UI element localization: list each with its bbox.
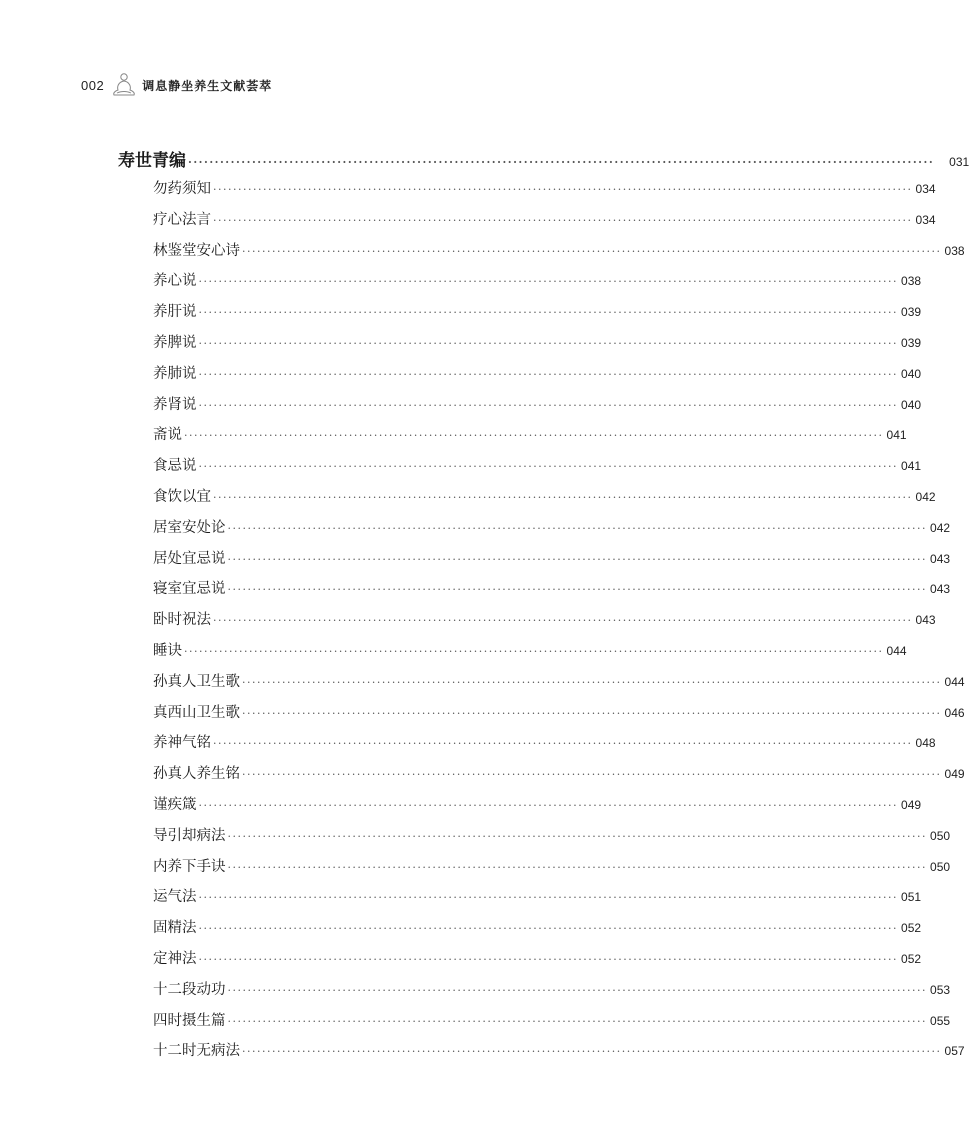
toc-entry xyxy=(153,670,965,691)
toc-entry xyxy=(153,454,922,475)
toc-entry xyxy=(153,239,965,260)
entry-page: 040 xyxy=(901,397,922,412)
page-number: 002 xyxy=(81,77,105,93)
leader-dots: ············································································································································ xyxy=(227,521,928,535)
toc-entry xyxy=(153,362,922,383)
entry-title: 养肾说 xyxy=(153,396,197,413)
entry-title: 四时摄生篇 xyxy=(153,1012,226,1029)
entry-title: 食忌说 xyxy=(153,458,197,475)
entry-title: 谨疾箴 xyxy=(153,797,197,813)
entry-title: 食饮以宜 xyxy=(153,489,211,505)
chapter-title: 寿世青编 xyxy=(118,151,186,171)
entry-title: 运气法 xyxy=(153,889,197,906)
entry-page: 046 xyxy=(944,705,965,720)
leader-dots: ············································································································································ xyxy=(213,213,913,227)
entry-title: 养肝说 xyxy=(153,304,197,321)
entry-title: 居室安处论 xyxy=(153,519,226,536)
leader-dots: ············································································································································ xyxy=(227,983,928,997)
leader-dots: ············································································································································ xyxy=(184,645,884,658)
toc-entry xyxy=(153,639,907,660)
entry-page: 052 xyxy=(901,952,922,966)
toc-entry xyxy=(153,269,922,290)
toc-entry xyxy=(153,916,922,937)
entry-page: 050 xyxy=(930,828,951,843)
leader-dots: ············································································································································ xyxy=(213,183,913,196)
entry-page: 055 xyxy=(930,1013,951,1028)
chapter-page: 031 xyxy=(949,155,969,169)
entry-title: 十二段动功 xyxy=(153,981,226,998)
leader-dots: ············································································································································ xyxy=(198,922,899,936)
leader-dots: ············································································································································ xyxy=(242,244,942,258)
leader-dots: ············································································································································ xyxy=(227,1014,928,1028)
toc-entry xyxy=(153,1039,965,1060)
toc-entry xyxy=(153,547,951,568)
toc-entry xyxy=(153,978,951,999)
entry-page: 050 xyxy=(930,859,951,874)
entry-title: 孙真人养生铭 xyxy=(153,766,240,783)
entry-page: 034 xyxy=(915,212,936,227)
entry-title: 养心说 xyxy=(153,273,197,290)
leader-dots: ············································································································································ xyxy=(242,706,942,720)
leader-dots: ············································································································································ xyxy=(227,583,928,597)
entry-title: 居处宜忌说 xyxy=(153,550,226,567)
entry-page: 041 xyxy=(886,428,907,443)
entry-page: 049 xyxy=(901,798,922,812)
entry-page: 049 xyxy=(944,767,965,782)
leader-dots: ············································································································································ xyxy=(242,1045,942,1059)
leader-dots: ············································································································································ xyxy=(198,367,899,381)
leader-dots: ············································································································································ xyxy=(227,829,928,843)
toc-entry xyxy=(153,731,936,752)
toc-entry xyxy=(153,824,951,845)
leader-dots: ············································································································································ xyxy=(227,552,928,566)
toc-entry xyxy=(153,423,907,444)
toc-entry xyxy=(153,793,922,814)
leader-dots: ············································································································································ xyxy=(198,306,899,320)
leader-dots: ············································································································································ xyxy=(184,429,884,443)
entry-page: 051 xyxy=(901,890,922,905)
toc-entry xyxy=(153,393,922,414)
leader-dots: ············································································································································ xyxy=(198,337,899,350)
entry-title: 勿药须知 xyxy=(153,181,211,197)
entry-title: 定神法 xyxy=(153,951,197,967)
entry-page: 040 xyxy=(901,366,922,381)
entry-title: 孙真人卫生歌 xyxy=(153,673,240,690)
entry-page: 039 xyxy=(901,305,922,320)
entry-title: 林鉴堂安心诗 xyxy=(153,242,240,259)
entry-page: 048 xyxy=(915,736,936,751)
leader-dots: ············································································································································ xyxy=(213,737,913,751)
leader-dots: ············································································································································ xyxy=(227,860,928,874)
entry-title: 睡诀 xyxy=(153,643,182,659)
entry-title: 导引却病法 xyxy=(153,827,226,844)
entry-title: 养神气铭 xyxy=(153,735,211,752)
toc-entry xyxy=(153,577,951,598)
toc-entry xyxy=(153,608,936,629)
toc-entry xyxy=(153,947,922,968)
entry-title: 斋说 xyxy=(153,427,182,444)
entry-page: 042 xyxy=(915,490,936,504)
entry-title: 养肺说 xyxy=(153,365,197,382)
entry-page: 044 xyxy=(944,674,965,689)
leader-dots: ············································································································································ xyxy=(198,398,899,412)
entry-title: 内养下手诀 xyxy=(153,858,226,875)
entry-page: 038 xyxy=(901,274,922,289)
toc-entry xyxy=(153,208,936,229)
leader-dots: ············································································································································ xyxy=(188,156,935,169)
entry-page: 043 xyxy=(915,613,936,628)
entry-page: 039 xyxy=(901,336,922,350)
leader-dots: ············································································································································ xyxy=(242,675,942,689)
meditating-figure-icon xyxy=(112,72,136,98)
entry-page: 038 xyxy=(944,243,965,258)
toc-entry xyxy=(153,331,922,352)
entry-title: 疗心法言 xyxy=(153,211,211,228)
entry-page: 034 xyxy=(915,182,936,196)
toc-entry xyxy=(153,1009,951,1030)
leader-dots: ············································································································································ xyxy=(198,460,899,474)
entry-title: 寝室宜忌说 xyxy=(153,581,226,598)
entry-page: 042 xyxy=(930,520,951,535)
entry-title: 真西山卫生歌 xyxy=(153,704,240,721)
toc-entry xyxy=(153,855,951,876)
leader-dots: ············································································································································ xyxy=(213,614,913,628)
entry-title: 固精法 xyxy=(153,920,197,937)
leader-dots: ············································································································································ xyxy=(213,491,913,504)
running-header xyxy=(81,72,272,98)
toc-entry xyxy=(153,701,965,722)
leader-dots: ············································································································································ xyxy=(198,799,899,812)
toc-entry xyxy=(153,885,922,906)
book-title: 调息静坐养生文献荟萃 xyxy=(142,78,273,93)
entry-title: 十二时无病法 xyxy=(153,1043,240,1060)
leader-dots: ············································································································································ xyxy=(242,768,942,782)
entry-page: 053 xyxy=(930,982,951,997)
toc-entry xyxy=(153,177,936,198)
entry-page: 052 xyxy=(901,921,922,936)
entry-page: 043 xyxy=(930,551,951,566)
entry-title: 卧时祝法 xyxy=(153,612,211,629)
entry-page: 057 xyxy=(944,1044,965,1059)
entry-page: 043 xyxy=(930,582,951,597)
entry-title: 养脾说 xyxy=(153,335,197,351)
leader-dots: ············································································································································ xyxy=(198,891,899,905)
entry-page: 041 xyxy=(901,459,922,474)
toc-entry xyxy=(153,485,936,506)
leader-dots: ············································································································································ xyxy=(198,953,899,966)
toc-chapter xyxy=(118,146,969,171)
toc-entry xyxy=(153,300,922,321)
toc-entry xyxy=(153,762,965,783)
entry-page: 044 xyxy=(886,644,907,658)
leader-dots: ············································································································································ xyxy=(198,275,899,289)
toc-entry xyxy=(153,516,951,537)
